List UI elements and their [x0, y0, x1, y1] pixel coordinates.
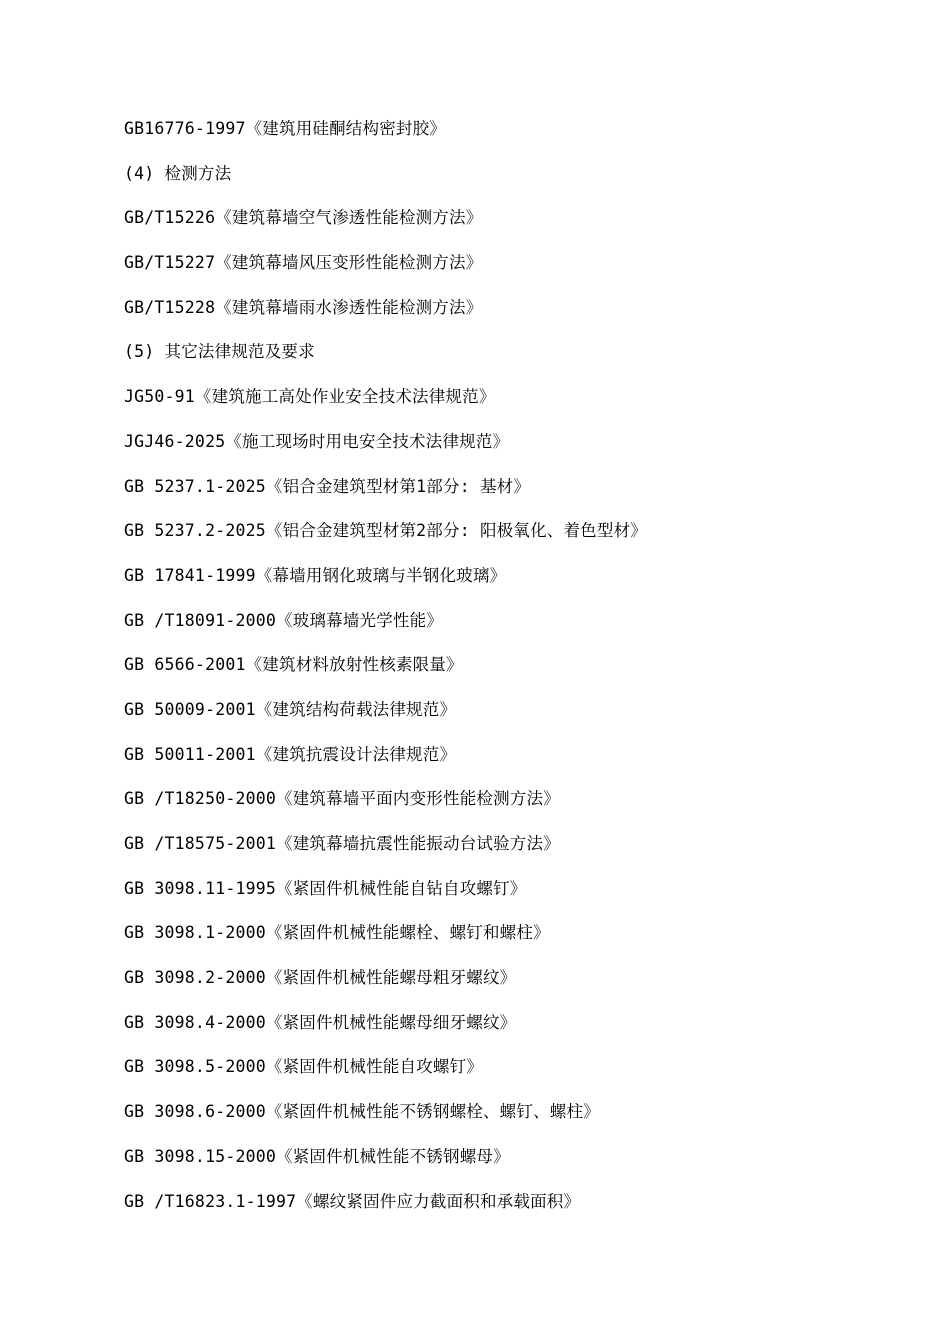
standard-line: GB 5237.1-2025《铝合金建筑型材第1部分: 基材》 [124, 476, 531, 496]
standard-line: GB16776-1997《建筑用硅酮结构密封胶》 [124, 119, 447, 138]
standard-line: JG50-91《建筑施工高处作业安全技术法律规范》 [124, 387, 496, 407]
standard-line: GB 50009-2001《建筑结构荷载法律规范》 [124, 699, 457, 719]
standard-line: GB 3098.11-1995《紧固件机械性能自钻自攻螺钉》 [124, 878, 527, 898]
standard-line: GB/T15226《建筑幕墙空气渗透性能检测方法》 [124, 208, 483, 228]
standard-line: GB 3098.1-2000《紧固件机械性能螺栓、螺钉和螺柱》 [124, 923, 550, 943]
standard-line: GB 3098.6-2000《紧固件机械性能不锈钢螺栓、螺钉、螺柱》 [124, 1102, 600, 1122]
standard-line: GB 6566-2001《建筑材料放射性核素限量》 [124, 655, 463, 675]
standards-list [124, 116, 647, 1233]
standard-line: GB/T15227《建筑幕墙风压变形性能检测方法》 [124, 253, 483, 273]
section-heading-other-regulations: (5) 其它法律规范及要求 [124, 342, 315, 362]
standard-line: GB /T16823.1-1997《螺纹紧固件应力截面积和承载面积》 [124, 1191, 581, 1211]
standard-line: GB 3098.15-2000《紧固件机械性能不锈钢螺母》 [124, 1146, 510, 1166]
standard-line: GB /T18575-2001《建筑幕墙抗震性能振动台试验方法》 [124, 834, 560, 853]
standard-line: GB /T18250-2000《建筑幕墙平面内变形性能检测方法》 [124, 789, 560, 809]
standard-line: GB 3098.4-2000《紧固件机械性能螺母细牙螺纹》 [124, 1012, 517, 1032]
standard-line: GB/T15228《建筑幕墙雨水渗透性能检测方法》 [124, 297, 483, 317]
standard-line: JGJ46-2025《施工现场时用电安全技术法律规范》 [124, 431, 510, 451]
standard-line: GB 5237.2-2025《铝合金建筑型材第2部分: 阳极氧化、着色型材》 [124, 521, 647, 541]
standard-line: GB 17841-1999《幕墙用钢化玻璃与半钢化玻璃》 [124, 565, 507, 585]
standard-line: GB 50011-2001《建筑抗震设计法律规范》 [124, 744, 457, 764]
standard-line: GB 3098.5-2000《紧固件机械性能自攻螺钉》 [124, 1057, 483, 1077]
section-heading-testing-methods: (4) 检测方法 [124, 163, 232, 183]
standard-line: GB 3098.2-2000《紧固件机械性能螺母粗牙螺纹》 [124, 968, 517, 988]
standard-line: GB /T18091-2000《玻璃幕墙光学性能》 [124, 610, 444, 630]
